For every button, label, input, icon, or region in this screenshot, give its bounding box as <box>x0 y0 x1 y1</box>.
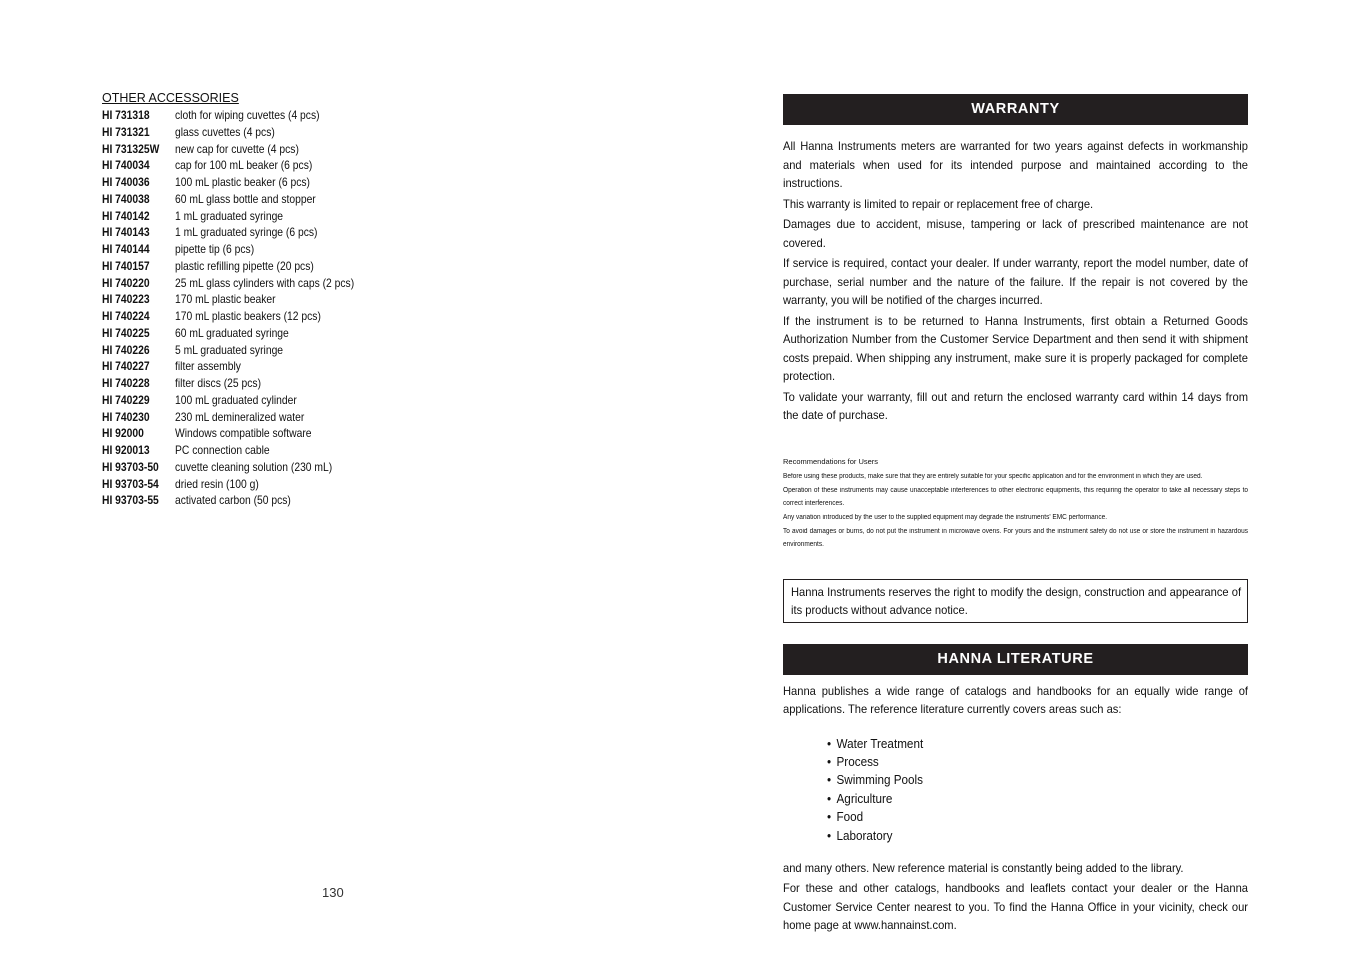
accessory-code: HI 740143 <box>102 225 150 240</box>
warranty-paragraph: This warranty is limited to repair or replacement free of charge. <box>783 196 1094 211</box>
accessory-description: plastic refilling pipette (20 pcs) <box>175 258 314 273</box>
accessory-code: HI 93703-55 <box>102 493 159 508</box>
accessory-description: cap for 100 mL beaker (6 pcs) <box>175 158 313 173</box>
accessory-row <box>102 224 402 241</box>
accessory-code: HI 92000 <box>102 426 144 441</box>
accessory-row <box>102 342 402 359</box>
accessory-row <box>102 174 402 191</box>
accessory-description: Windows compatible software <box>175 426 312 441</box>
warranty-paragraph: If service is required, contact your dealer. If under warranty, report the model number, date of purchase, serial number and the nature of the failure. If the repair is not covered by the warranty, you will be notified of the charges incurred. <box>783 256 1248 307</box>
list-item: • Laboratory <box>827 827 1206 845</box>
accessory-description: filter assembly <box>175 359 241 374</box>
accessory-row <box>102 476 402 493</box>
accessory-description: 100 mL graduated cylinder <box>175 392 297 407</box>
accessory-code: HI 740225 <box>102 325 150 340</box>
accessory-row <box>102 275 402 292</box>
accessory-code: HI 740220 <box>102 275 150 290</box>
page-number: 130 <box>322 885 344 900</box>
accessory-row <box>102 208 402 225</box>
accessory-row <box>102 258 402 275</box>
accessory-description: new cap for cuvette (4 pcs) <box>175 141 299 156</box>
accessory-description: glass cuvettes (4 pcs) <box>175 124 275 139</box>
notice-box <box>783 579 1248 623</box>
accessory-row <box>102 124 402 141</box>
accessory-description: filter discs (25 pcs) <box>175 376 262 390</box>
accessory-code: HI 740038 <box>102 191 150 206</box>
accessory-row <box>102 308 402 325</box>
accessory-code: HI 740223 <box>102 292 150 307</box>
accessory-description: pipette tip (6 pcs) <box>175 242 255 256</box>
accessories-list <box>102 107 402 509</box>
accessory-row <box>102 425 402 442</box>
accessory-row <box>102 442 402 459</box>
accessory-row <box>102 358 402 375</box>
notice-text: Hanna Instruments reserves the right to modify the design, construction and appearance of its products without advance notice. <box>791 584 1242 617</box>
accessory-description: 60 mL glass bottle and stopper <box>175 191 316 206</box>
accessory-code: HI 740144 <box>102 242 150 256</box>
accessory-row <box>102 157 402 174</box>
accessory-row <box>102 191 402 208</box>
accessory-code: HI 740224 <box>102 309 150 323</box>
literature-outro: and many others. New reference material is constantly being added to the library. <box>783 860 1184 875</box>
warranty-body <box>783 137 1248 425</box>
recommendation-paragraph: Operation of these instruments may cause unacceptable interferences to other electronic equipments, this requiring the operator to take all necessary steps to correct interferences. <box>783 486 1248 507</box>
accessory-description: dried resin (100 g) <box>175 476 259 491</box>
accessory-row <box>102 459 402 476</box>
accessory-code: HI 740157 <box>102 258 150 273</box>
accessory-row <box>102 291 402 308</box>
accessory-code: HI 93703-54 <box>102 476 159 491</box>
warranty-paragraph: Damages due to accident, misuse, tampering or lack of prescribed maintenance are not covered. <box>783 217 1248 250</box>
list-item: • Water Treatment <box>827 735 1206 753</box>
recommendation-paragraph: To avoid damages or burns, do not put the instrument in microwave ovens. For yours and the instrument safety do not use or store the instrument in hazardous environments. <box>783 527 1248 548</box>
accessory-description: activated carbon (50 pcs) <box>175 493 291 508</box>
recommendation-paragraph: Before using these products, make sure that they are entirely suitable for your specific application and for the environment in which they are used. <box>783 472 1203 480</box>
right-page <box>783 94 1248 937</box>
accessory-code: HI 731325W <box>102 141 160 156</box>
recommendations-block <box>783 455 1248 551</box>
accessory-row <box>102 492 402 509</box>
accessory-code: HI 93703-50 <box>102 459 159 474</box>
accessory-code: HI 920013 <box>102 443 150 457</box>
accessory-description: 170 mL plastic beakers (12 pcs) <box>175 309 321 323</box>
recommendation-paragraph: Any variation introduced by the user to the supplied equipment may degrade the instruments' EMC performance. <box>783 513 1108 521</box>
accessory-description: 25 mL glass cylinders with caps (2 pcs) <box>175 275 355 290</box>
literature-heading: HANNA LITERATURE <box>783 644 1248 675</box>
list-item: • Food <box>827 808 1206 826</box>
accessory-description: cloth for wiping cuvettes (4 pcs) <box>175 108 320 122</box>
accessory-row <box>102 325 402 342</box>
list-item: • Agriculture <box>827 790 1206 808</box>
accessory-description: 230 mL demineralized water <box>175 409 305 424</box>
accessory-code: HI 740230 <box>102 409 150 424</box>
accessory-row <box>102 409 402 426</box>
accessory-row <box>102 392 402 409</box>
accessory-row <box>102 241 402 258</box>
accessory-description: PC connection cable <box>175 443 270 457</box>
accessory-row <box>102 107 402 124</box>
accessory-description: 1 mL graduated syringe <box>175 208 284 223</box>
accessories-title: OTHER ACCESSORIES <box>102 91 239 105</box>
literature-list <box>827 735 1248 845</box>
accessory-row <box>102 375 402 392</box>
accessory-code: HI 740229 <box>102 392 150 407</box>
accessories-section <box>102 90 402 509</box>
accessory-code: HI 740034 <box>102 158 150 173</box>
warranty-paragraph: All Hanna Instruments meters are warranted for two years against defects in workmanship and materials when used for its intended purpose and maintained according to the instructions. <box>783 139 1248 190</box>
literature-intro: Hanna publishes a wide range of catalogs and handbooks for an equally wide range of applications. The reference literature currently covers areas such as: <box>783 683 1248 716</box>
accessory-description: 60 mL graduated syringe <box>175 325 289 340</box>
accessory-code: HI 731318 <box>102 108 150 122</box>
accessory-code: HI 731321 <box>102 124 150 139</box>
accessory-description: 1 mL graduated syringe (6 pcs) <box>175 225 318 240</box>
accessory-description: 5 mL graduated syringe <box>175 342 284 357</box>
accessory-description: cuvette cleaning solution (230 mL) <box>175 459 333 474</box>
accessory-description: 100 mL plastic beaker (6 pcs) <box>175 175 310 189</box>
accessory-code: HI 740036 <box>102 175 150 189</box>
accessory-row <box>102 141 402 158</box>
list-item: • Swimming Pools <box>827 771 1206 789</box>
accessory-code: HI 740227 <box>102 359 150 374</box>
accessory-code: HI 740228 <box>102 376 150 390</box>
warranty-paragraph: If the instrument is to be returned to Hanna Instruments, first obtain a Returned Goods Authorization Number from the Customer Service Department and then send it with shipment costs prepaid. When shipping any instrument, make sure it is properly packaged for complete protection. <box>783 313 1248 383</box>
accessory-code: HI 740142 <box>102 208 150 223</box>
warranty-heading: WARRANTY <box>783 94 1248 125</box>
accessory-code: HI 740226 <box>102 342 150 357</box>
literature-contact: For these and other catalogs, handbooks and leaflets contact your dealer or the Hanna Customer Service Center nearest to you. To find the Hanna Office in your vicinity, check our home page at www.hannainst.com. <box>783 881 1248 933</box>
accessory-description: 170 mL plastic beaker <box>175 292 276 307</box>
recommendations-title: Recommendations for Users <box>783 456 879 466</box>
list-item: • Process <box>827 753 1206 771</box>
warranty-paragraph: To validate your warranty, fill out and return the enclosed warranty card within 14 days from the date of purchase. <box>783 389 1248 422</box>
